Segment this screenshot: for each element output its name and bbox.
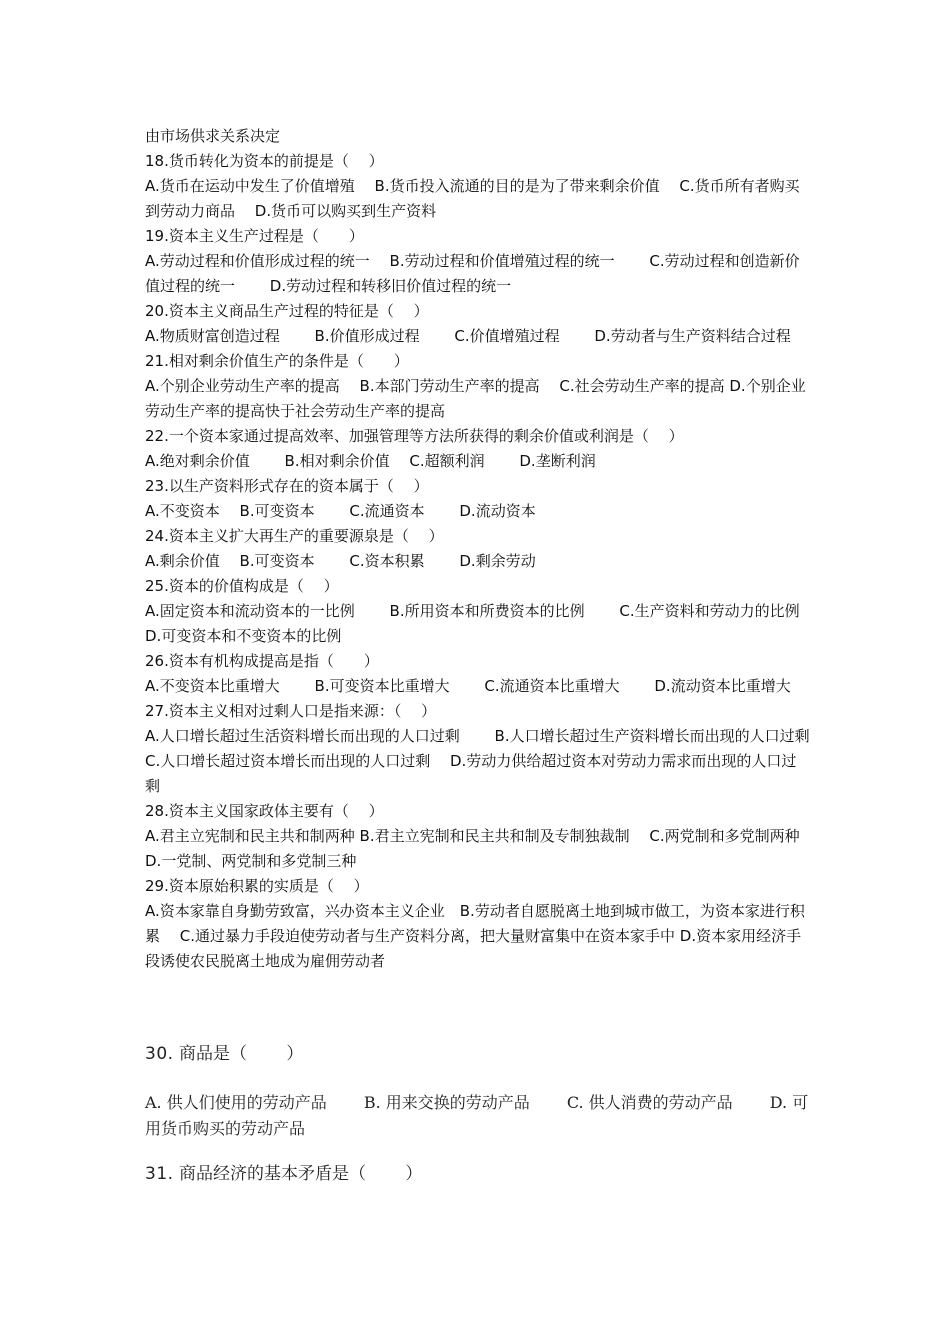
question-text: 商品是（ ） bbox=[178, 1044, 304, 1064]
options-22: A.绝对剩余价值 B.相对剩余价值 C.超额利润 D.垄断利润 bbox=[145, 452, 596, 470]
question-number: 30. bbox=[145, 1044, 174, 1064]
options-27: A.人口增长超过生活资料增长而出现的人口过剩 B.人口增长超过生产资料增长而出现的人口过剩 C.人口增长超过资本增长而出现的人口过剩 D.劳动力供给超过资本对劳动力需求而出现的人口过剩 bbox=[145, 727, 845, 795]
question-23: 23.以生产资料形式存在的资本属于（ ） bbox=[145, 477, 429, 495]
question-31 bbox=[145, 1161, 810, 1187]
question-29: 29.资本原始积累的实质是（ ） bbox=[145, 877, 369, 895]
question-27: 27.资本主义相对过剩人口是指来源：（ ） bbox=[145, 702, 437, 720]
options-30: A. 供人们使用的劳动产品 B. 用来交换的劳动产品 C. 供人消费的劳动产品 D. 可用货币购买的劳动产品 bbox=[145, 1093, 809, 1138]
question-20: 20.资本主义商品生产过程的特征是（ ） bbox=[145, 302, 429, 320]
question-text: 商品经济的基本矛盾是（ ） bbox=[178, 1164, 423, 1184]
question-26: 26.资本有机构成提高是指（ ） bbox=[145, 652, 379, 670]
options-26: A.不变资本比重增大 B.可变资本比重增大 C.流通资本比重增大 D.流动资本比重增大 bbox=[145, 677, 791, 695]
options-28: A.君主立宪制和民主共和制两种 B.君主立宪制和民主共和制及专制独裁制 C.两党制和多党制两种 D.一党制、两党制和多党制三种 bbox=[145, 827, 820, 870]
options-20: A.物质财富创造过程 B.价值形成过程 C.价值增殖过程 D.劳动者与生产资料结合过程 bbox=[145, 327, 791, 345]
question-list bbox=[145, 124, 845, 974]
options-29: A.资本家靠自身勤劳致富，兴办资本主义企业 B.劳动者自愿脱离土地到城市做工，为资本家进行积累 C.通过暴力手段迫使劳动者与生产资料分离，把大量财富集中在资本家手中 D.资本家用经济手段诱使农民脱离土地成为雇佣劳动者 bbox=[145, 902, 805, 970]
text-line: 由市场供求关系决定 bbox=[145, 127, 281, 145]
question-30 bbox=[145, 1041, 810, 1067]
question-28: 28.资本主义国家政体主要有（ ） bbox=[145, 802, 384, 820]
question-22: 22.一个资本家通过提高效率、加强管理等方法所获得的剩余价值或利润是（ ） bbox=[145, 427, 684, 445]
options-18: A.货币在运动中发生了价值增殖 B.货币投入流通的目的是为了带来剩余价值 C.货币所有者购买到劳动力商品 D.货币可以购买到生产资料 bbox=[145, 177, 800, 220]
options-21: A.个别企业劳动生产率的提高 B.本部门劳动生产率的提高 C.社会劳动生产率的提高 D.个别企业劳动生产率的提高快于社会劳动生产率的提高 bbox=[145, 377, 806, 420]
question-21: 21.相对剩余价值生产的条件是（ ） bbox=[145, 352, 409, 370]
question-25: 25.资本的价值构成是（ ） bbox=[145, 577, 339, 595]
question-number: 31. bbox=[145, 1164, 174, 1184]
options-24: A.剩余价值 B.可变资本 C.资本积累 D.剩余劳动 bbox=[145, 552, 536, 570]
options-25: A.固定资本和流动资本的一比例 B.所用资本和所费资本的比例 C.生产资料和劳动力的比例 D.可变资本和不变资本的比例 bbox=[145, 602, 835, 645]
options-19: A.劳动过程和价值形成过程的统一 B.劳动过程和价值增殖过程的统一 C.劳动过程和创造新价值过程的统一 D.劳动过程和转移旧价值过程的统一 bbox=[145, 252, 800, 295]
options-23: A.不变资本 B.可变资本 C.流通资本 D.流动资本 bbox=[145, 502, 536, 520]
question-18: 18.货币转化为资本的前提是（ ） bbox=[145, 152, 384, 170]
question-19: 19.资本主义生产过程是（ ） bbox=[145, 227, 364, 245]
question-24: 24.资本主义扩大再生产的重要源泉是（ ） bbox=[145, 527, 444, 545]
